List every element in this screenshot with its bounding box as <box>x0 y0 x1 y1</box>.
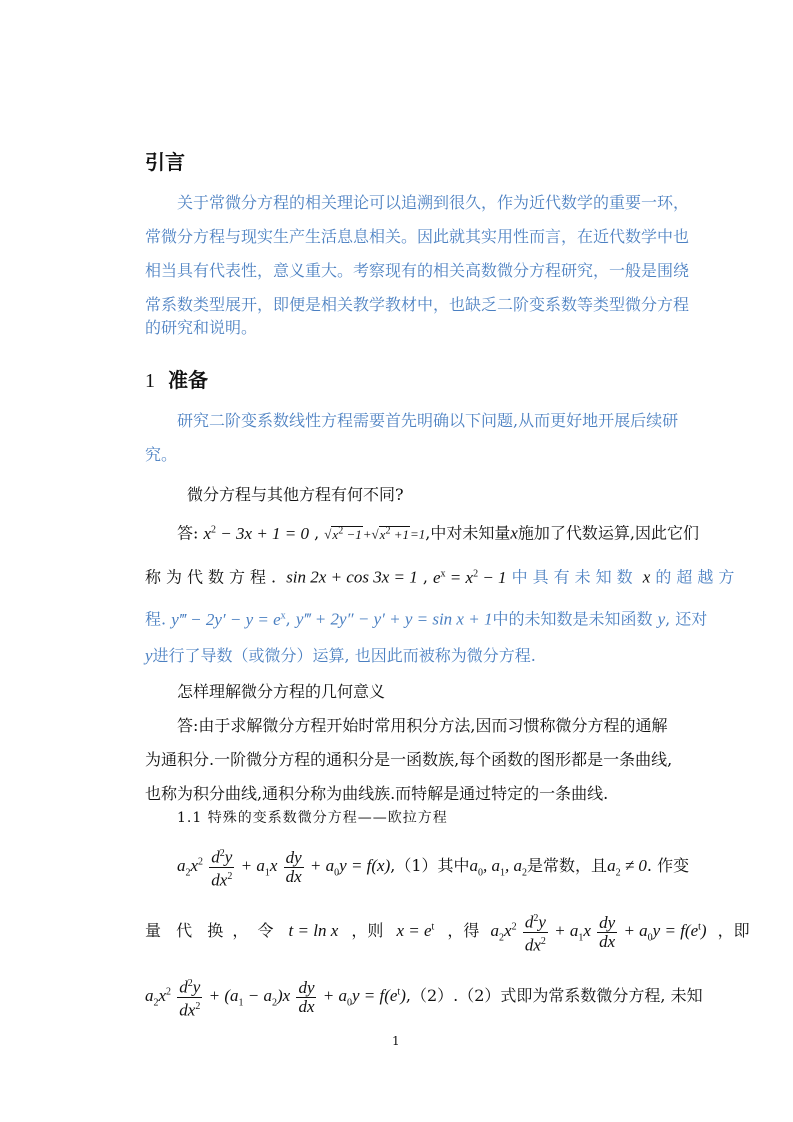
equation-diff-2: y‴ + 2y″ − y′ + y = sin x + 1 <box>295 609 493 629</box>
section-number: 1 <box>145 370 155 392</box>
equation-radical: $√x^2 -1+√x^2 +1=1$ <box>324 525 426 542</box>
answer-line2-blue: 中具有未知数 <box>511 567 638 587</box>
word-1: 量 <box>145 921 162 941</box>
intro-line-3: 相当具有代表性，意义重大。考察现有的相关高数微分方程研究，一般是围绕 <box>145 261 690 280</box>
answer-line3-end: , 还对 <box>665 609 708 629</box>
substitution-x: $x = e^t$ <box>396 921 435 941</box>
intro-line-4: 常系数类型展开，即便是相关教学教材中，也缺乏二阶变系数等类型微分方程 <box>145 295 690 314</box>
equation-1-text: （1）其中 <box>395 856 470 876</box>
substitution-t: t = ln x <box>288 921 339 941</box>
word-get: ，得 <box>447 921 480 941</box>
answer-1-line-4 <box>145 648 536 664</box>
equation-polynomial: $x^2 - 3x + 1 = 0$ <box>203 523 310 543</box>
section-heading-preparation <box>145 364 208 393</box>
answer-line3-start: 程. <box>145 609 167 629</box>
word-2: 代 <box>176 921 193 941</box>
answer-line2-start: 称为代数方程. <box>145 567 282 587</box>
condition: $a_2 \ne 0$ <box>607 856 647 879</box>
euler-equation-1: $a_2x^2$ $\frac{d^2y}{dx^2}$ + $a_1x$ $\frac{dy}{dx}$ + $a_0y = f(x)$ <box>177 856 390 875</box>
page-number: 1 <box>392 1034 400 1048</box>
intro-line-1: 关于常微分方程的相关理论可以追溯到很久，作为近代数学的重要一环， <box>177 193 690 212</box>
intro-line-2: 常微分方程与现实生产生活息息相关。因此就其实用性而言，在近代数学中也 <box>145 227 690 246</box>
equation-1-text-3: . 作变 <box>646 856 690 876</box>
question-1: 微分方程与其他方程有何不同? <box>187 485 404 504</box>
answer-2-line-2: 为通积分.一阶微分方程的通积分是一函数族,每个函数的图形都是一条曲线, <box>145 750 673 769</box>
answer-1-line-3: 程. y‴ − $2y' - y = e^x$, y‴ + 2y″ − y′ + y = sin x + 1中的未知数是未知函数 y, 还对 <box>145 609 708 629</box>
euler-transformed: $a_2x^2$ $\frac{d^2y}{dx^2}$ + $a_1x$ $\frac{dy}{dx}$ + $a_0y = f(e^t)$ <box>491 921 707 940</box>
equation-1-text-2: 是常数，且 <box>527 856 608 876</box>
equation-2-line: $a_2x^2$ $\frac{d^2y}{dx^2}$ + $(a_1 - a_2)x$ $\frac{dy}{dx}$ + $a_0y = f(e^t),(2).(2)$式即为常系数微分方程, 未知 <box>145 975 703 1019</box>
var-y-2: y <box>145 646 153 665</box>
answer-line3-text: 中的未知数是未知函数 <box>492 609 653 629</box>
equation-trig: sin 2x + cos 3x = 1 <box>286 567 418 587</box>
equation-1-line: $a_2x^2$ $\frac{d^2y}{dx^2}$ + $a_1x$ $\frac{dy}{dx}$ + $a_0y = f(x),(1)$其中$a_0$, $a_1$, $a_2$是常数，且$a_2 \ne 0$. 作变 <box>177 845 689 889</box>
coefficients: $a_0$, $a_1$, $a_2$ <box>469 856 528 879</box>
answer-2-line-1: 答:由于求解微分方程开始时常用积分方法,因而习惯称微分方程的通解 <box>177 716 668 735</box>
answer-line4-text: 进行了导数（或微分）运算, 也因此而被称为微分方程. <box>152 646 536 665</box>
subsection-heading: 1.1 特殊的变系数微分方程——欧拉方程 <box>177 810 448 826</box>
answer-1-line-1: 答: $x^2 - 3x + 1 = 0$ , $√x^2 -1+√x^2 +1=1$,中对未知量x施加了代数运算,因此它们 <box>177 523 699 543</box>
var-x-2: x <box>642 567 651 587</box>
substitution-line <box>145 910 750 954</box>
section-title: 准备 <box>167 368 208 392</box>
answer-prefix: 答: <box>177 523 199 543</box>
question-2: 怎样理解微分方程的几何意义 <box>177 682 386 701</box>
equation-diff-1: y‴ − $2y' - y = e^x$ <box>171 609 286 629</box>
euler-equation-2: $a_2x^2$ $\frac{d^2y}{dx^2}$ + $(a_1 - a_2)x$ $\frac{dy}{dx}$ + $a_0y = f(e^t)$ <box>145 986 406 1005</box>
equation-exp: $e^x = x^2 - 1$ <box>433 567 507 587</box>
word-4: ， <box>232 921 249 941</box>
prep-line-2: 究。 <box>145 445 178 464</box>
word-namely: ，即 <box>717 921 750 941</box>
prep-line-1: 研究二阶变系数线性方程需要首先明确以下问题,从而更好地开展后续研 <box>177 411 679 430</box>
answer-text-mid: ,中对未知量 <box>425 523 511 543</box>
intro-line-5: 的研究和说明。 <box>145 318 258 337</box>
var-y: y <box>657 609 666 629</box>
var-x: x <box>510 523 518 543</box>
section-heading-intro: 引言 <box>145 150 185 174</box>
answer-2-line-3: 也称为积分曲线,通积分称为曲线族.而特解是通过特定的一条曲线. <box>145 784 609 803</box>
answer-text-end: 施加了代数运算,因此它们 <box>517 523 699 543</box>
equation-2-text: （2）.（2）式即为常系数微分方程, 未知 <box>410 986 703 1006</box>
word-3: 换 <box>207 921 224 941</box>
word-5: 令 <box>257 921 274 941</box>
answer-line2-end: 的超越方 <box>655 567 740 587</box>
word-then: ，则 <box>351 921 384 941</box>
answer-1-line-2: 称为代数方程. sin 2x + cos 3x = 1 , $e^x = x^2 - 1$ 中具有未知数 x 的超越方 <box>145 567 740 587</box>
